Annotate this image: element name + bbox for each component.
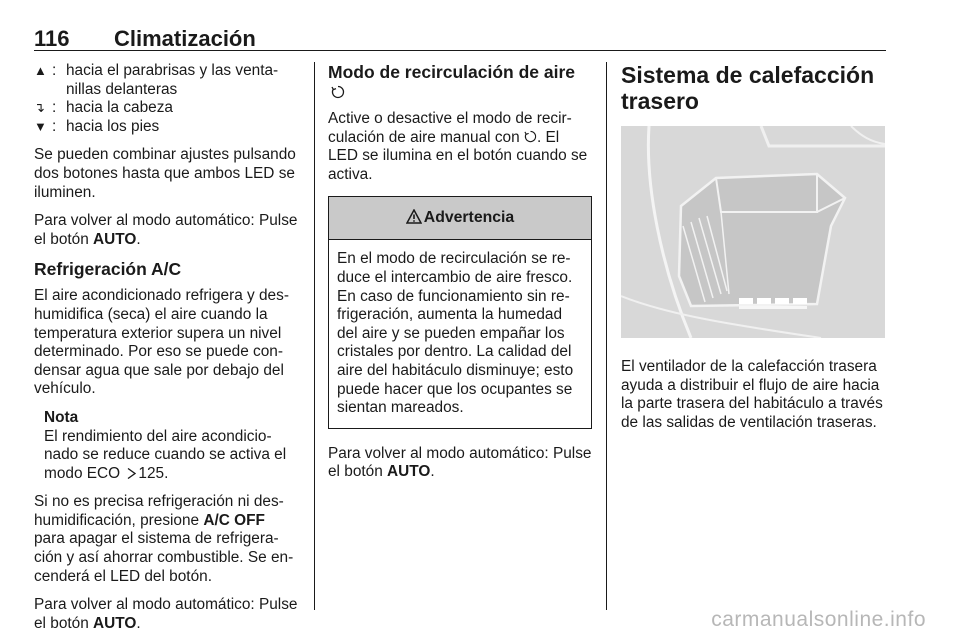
warning-title: Advertencia (423, 209, 515, 227)
paragraph: Para volver al modo automático: Pulse el botón AUTO. (34, 596, 298, 632)
section-title: Modo de recirculación de aire (328, 62, 592, 102)
page-number: 116 (34, 26, 70, 51)
paragraph: Para volver al modo automático: Pulse el botón AUTO. (328, 444, 592, 481)
ac-off-button-label: A/C OFF (203, 511, 265, 529)
list-item-text: hacia los pies (66, 117, 160, 135)
recirculation-icon (524, 130, 537, 143)
watermark: carmanualsonline.info (711, 608, 926, 631)
auto-button-label: AUTO (93, 614, 137, 632)
chapter-title: Climatización (114, 26, 256, 51)
auto-button-label: AUTO (93, 230, 137, 248)
column-divider (314, 62, 315, 610)
auto-button-label: AUTO (387, 463, 431, 481)
column-left (34, 62, 300, 643)
warning-box (328, 196, 592, 428)
note-title: Nota (44, 408, 79, 426)
note-page-ref: 125. (138, 464, 169, 482)
windshield-arrow-icon: ▲ (34, 63, 47, 78)
list-item: ↴ : hacia la cabeza (34, 99, 300, 118)
warning-text: En el modo de recirculación se reduce el intercambio de aire fresco. En caso de funcionamiento sin refrigeración, aumenta la humedad del aire y se pueden empañar los cristales por dentro. La calidad del aire del habitáculo disminuye; esto puede hacer que los ocupantes se sientan mareados. (337, 250, 574, 417)
list-item: ▲ : hacia el parabrisas y las ventanillas delanteras (34, 62, 300, 99)
head-airflow-icon: ↴ (34, 100, 45, 116)
column-right (621, 62, 887, 442)
section-heading: Sistema de calefacción trasero (621, 62, 875, 114)
column-divider (606, 62, 607, 610)
paragraph: Si no es precisa refrigeración ni deshumidificación, presione A/C OFF para apagar el sistema de refrigeración y así ahorrar combustible. Se encenderá el LED del botón. (34, 493, 294, 585)
paragraph: Se pueden combinar ajustes pulsando dos botones hasta que ambos LED se iluminen. (34, 146, 296, 201)
warning-header (329, 197, 591, 240)
feet-airflow-icon: ▼ (34, 118, 47, 134)
list-item-text: hacia la cabeza (66, 99, 173, 117)
column-middle (328, 62, 592, 492)
note-box (44, 409, 300, 483)
page-reference-icon (127, 468, 136, 479)
rear-heater-illustration (621, 126, 885, 338)
page-header (34, 26, 886, 51)
list-item: ▼ : hacia los pies (34, 118, 300, 137)
paragraph: El aire acondicionado refrigera y deshumidifica (seca) el aire cuando la temperatura exterior supera un nivel determinado. Por eso se puede condensar agua que sale por debajo del vehículo. (34, 287, 289, 398)
note-text: El rendimiento del aire acondicionado se reduce cuando se activa el modo ECO 125. (44, 427, 287, 482)
paragraph: Active o desactive el modo de recirculación de aire manual con . El LED se ilumina en el botón cuando se activa. (328, 110, 588, 183)
paragraph: Para volver al modo automático: Pulse el botón AUTO. (34, 212, 298, 248)
paragraph: El ventilador de la calefacción trasera ayuda a distribuir el flujo de aire hacia la parte trasera del habitáculo a través de las salidas de ventilación traseras. (621, 358, 883, 431)
list-item-text: hacia el parabrisas y las ventanillas delanteras (66, 62, 279, 98)
section-title: Refrigeración A/C (34, 259, 182, 280)
recirculation-icon (331, 85, 345, 99)
warning-triangle-icon (406, 209, 422, 224)
